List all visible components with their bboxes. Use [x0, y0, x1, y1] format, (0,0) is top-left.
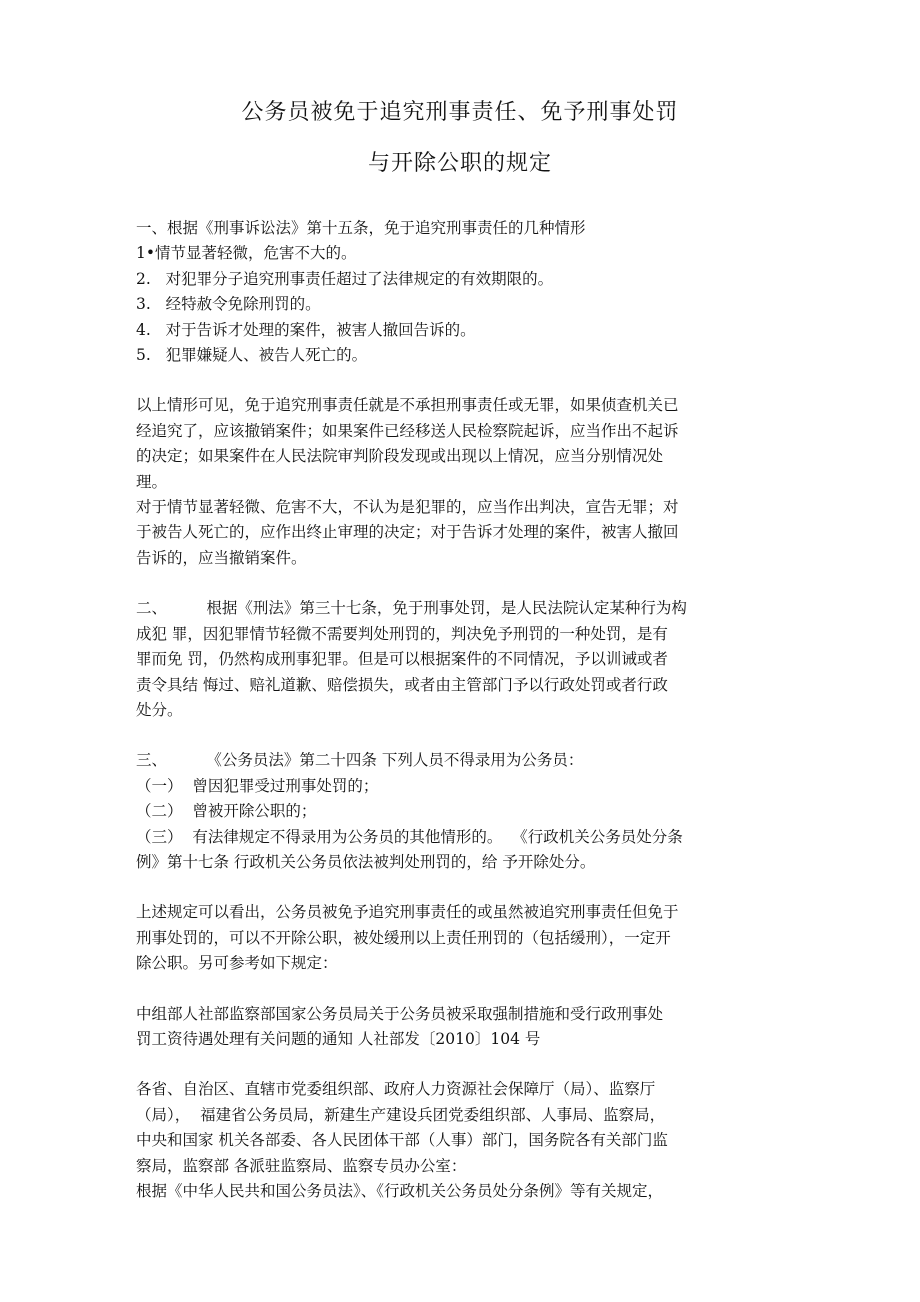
paragraph-line: 除公职。另可参考如下规定： [136, 954, 338, 973]
addressee-line: 察局，监察部 各派驻监察局、监察专员办公室： [136, 1156, 467, 1175]
paragraph-line: 以上情形可见，免于追究刑事责任就是不承担刑事责任或无罪，如果侦查机关已 [136, 396, 679, 415]
section-1-heading: 一、根据《刑事诉讼法》第十五条，免于追究刑事责任的几种情形 [136, 219, 586, 237]
notice-line: 罚工资待遇处理有关问题的通知 人社部发〔2010〕104 号 [136, 1029, 541, 1048]
paragraph-gap [136, 1052, 796, 1077]
paragraph-gap [136, 977, 796, 1002]
paragraph-line: 理。 [136, 472, 168, 491]
addressee-line: 中央和国家 机关各部委、各人民团体干部（人事）部门，国务院各有关部门监 [136, 1131, 668, 1150]
paragraph-line: 刑事处罚的，可以不开除公职，被处缓刑以上责任刑罚的（包括缓刑），一定开 [136, 928, 671, 947]
section-2-line: 二、 根据《刑法》第三十七条，免于刑事处罚，是人民法院认定某种行为构 [136, 599, 687, 618]
section-1-item: 1•情节显著轻微，危害不大的。 [136, 244, 357, 263]
paragraph-line: 告诉的，应当撤销案件。 [136, 548, 307, 567]
notice-line: 中组部人社部监察部国家公务员局关于公务员被采取强制措施和受行政刑事处 [136, 1004, 664, 1023]
paragraph-gap [136, 571, 796, 596]
section-1-item: 2. 对犯罪分子追究刑事责任超过了法律规定的有效期限的。 [136, 269, 554, 288]
paragraph-gap [136, 723, 796, 748]
document-title-line-2: 与开除公职的规定 [367, 151, 552, 176]
document-body [136, 216, 796, 1204]
section-1-item: 4. 对于告诉才处理的案件，被害人撤回告诉的。 [136, 320, 476, 339]
paragraph-line: 上述规定可以看出，公务员被免予追究刑事责任的或虽然被追究刑事责任但免于 [136, 903, 679, 922]
paragraph-line: 对于情节显著轻微、危害不大，不认为是犯罪的，应当作出判决，宣告无罪；对 [136, 498, 679, 517]
section-2-line: 处分。 [136, 700, 183, 719]
addressee-line: （局）， 福建省公务员局，新建生产建设兵团党委组织部、人事局、监察局， [136, 1105, 666, 1124]
document-title-line-1: 公务员被免于追究刑事责任、免予刑事处罚 [241, 100, 679, 125]
section-3-line: （一） 曾因犯罪受过刑事处罚的； [136, 776, 379, 795]
section-2-line: 成犯 罪，因犯罪情节轻微不需要判处刑罚的，判决免予刑罚的一种处罚，是有 [136, 624, 668, 643]
section-3-line: （二） 曾被开除公职的； [136, 802, 317, 821]
section-3-line: 三、 《公务员法》第二十四条 下列人员不得录用为公务员： [136, 751, 584, 770]
section-1-item: 5. 犯罪嫌疑人、被告人死亡的。 [136, 346, 368, 365]
addressee-line: 根据《中华人民共和国公务员法》、《行政机关公务员处分条例》等有关规定， [136, 1182, 664, 1200]
paragraph-line: 的决定；如果案件在人民法院审判阶段发现或出现以上情况，应当分别情况处 [136, 447, 664, 466]
section-2-line: 责令具结 悔过、赔礼道歉、赔偿损失，或者由主管部门予以行政处罚或者行政 [136, 675, 668, 694]
section-2-line: 罪而免 罚，仍然构成刑事犯罪。但是可以根据案件的不同情况，予以训诫或者 [136, 650, 668, 669]
paragraph-line: 于被告人死亡的，应作出终止审理的决定；对于告诉才处理的案件，被害人撤回 [136, 523, 679, 542]
addressee-line: 各省、自治区、直辖市党委组织部、政府人力资源社会保障厅（局）、监察厅 [136, 1080, 656, 1099]
paragraph-gap [136, 368, 796, 393]
paragraph-gap [136, 875, 796, 900]
section-3-line: 例》第十七条 行政机关公务员依法被判处刑罚的，给 予开除处分。 [136, 852, 596, 871]
paragraph-line: 经追究了，应该撤销案件；如果案件已经移送人民检察院起诉，应当作出不起诉 [136, 421, 679, 440]
section-1-item: 3. 经特赦令免除刑罚的。 [136, 295, 321, 314]
section-3-line: （三） 有法律规定不得录用为公务员的其他情形的。 《行政机关公务员处分条 [136, 827, 683, 846]
